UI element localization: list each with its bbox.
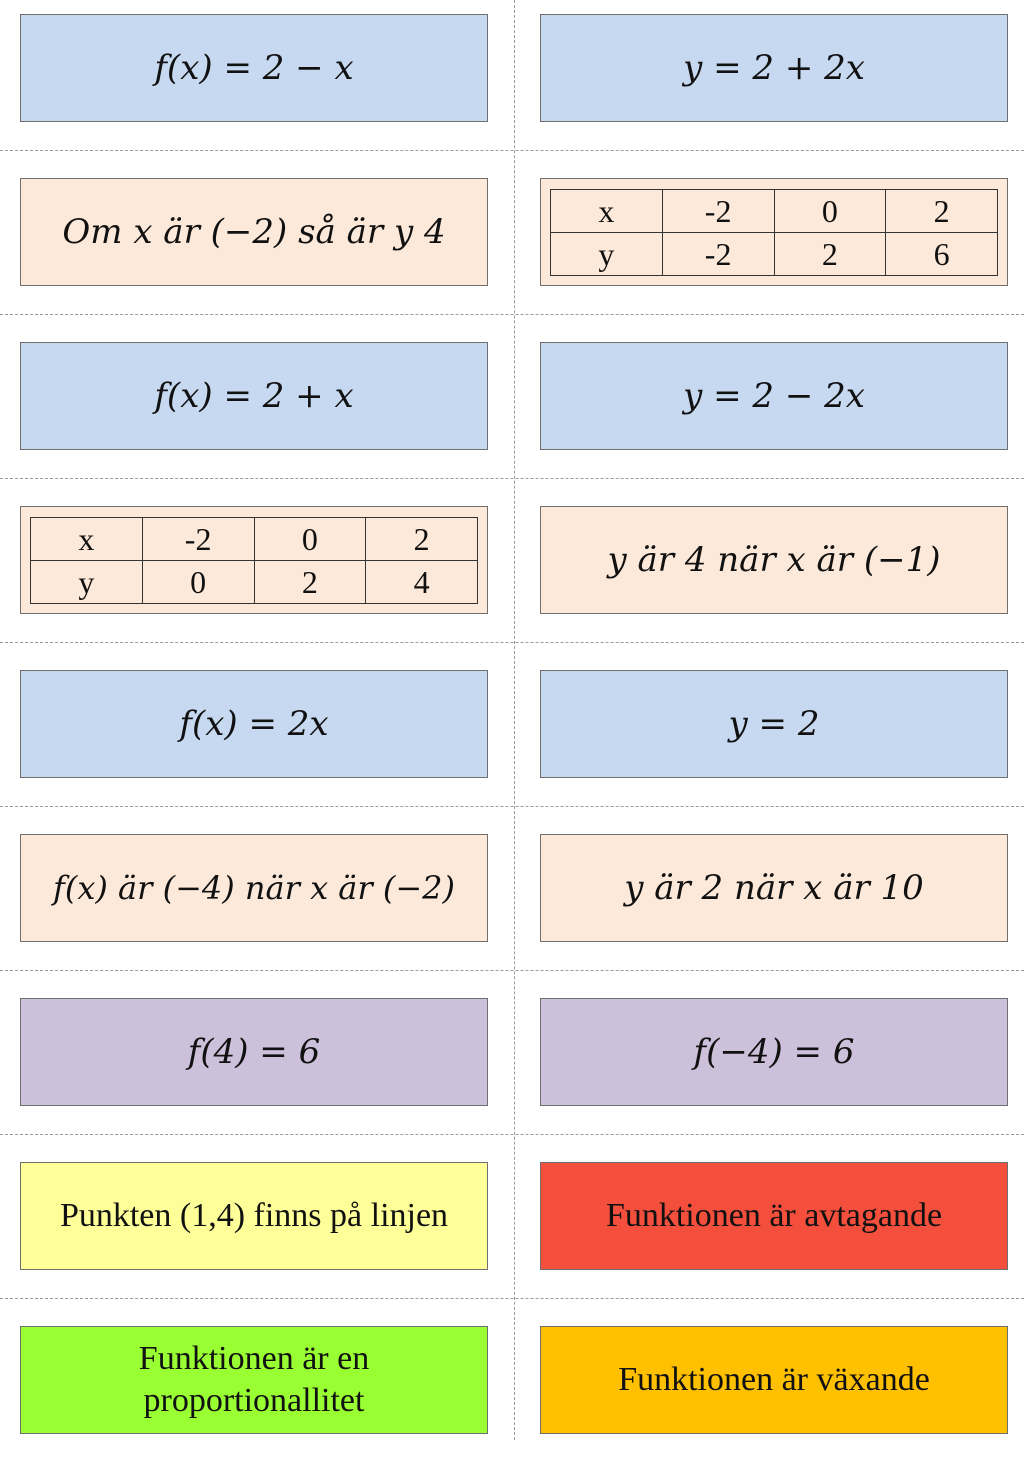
card-text: f(x) = 2 − x bbox=[154, 47, 354, 88]
table-cell: -2 bbox=[662, 232, 774, 275]
table-cell: -2 bbox=[662, 189, 774, 232]
table-cell: 0 bbox=[254, 517, 366, 560]
table-row bbox=[551, 189, 998, 232]
table-cell: 2 bbox=[774, 232, 886, 275]
table-cell: 6 bbox=[886, 232, 998, 275]
card-text: y är 2 när x är 10 bbox=[624, 867, 924, 908]
horizontal-cut-line bbox=[0, 150, 1024, 151]
horizontal-cut-line bbox=[0, 806, 1024, 807]
card-text: Funktionen är växande bbox=[618, 1360, 930, 1398]
card-text: y är 4 när x är (−1) bbox=[607, 539, 941, 580]
table-row bbox=[31, 560, 478, 603]
table-cell: 0 bbox=[774, 189, 886, 232]
card-value-table-2 bbox=[20, 506, 488, 614]
horizontal-cut-line bbox=[0, 642, 1024, 643]
card-text: y = 2 − 2x bbox=[683, 375, 865, 416]
card-formula-f-2-minus-x bbox=[20, 14, 488, 122]
card-formula-f-2x bbox=[20, 670, 488, 778]
table-cell: y bbox=[31, 560, 143, 603]
card-function-value-f4 bbox=[20, 998, 488, 1106]
card-formula-y-2-plus-2x bbox=[540, 14, 1008, 122]
card-value-table-1 bbox=[540, 178, 1008, 286]
table-cell: x bbox=[551, 189, 663, 232]
horizontal-cut-line bbox=[0, 970, 1024, 971]
card-statement-y4-x-minus1 bbox=[540, 506, 1008, 614]
table-cell: 0 bbox=[142, 560, 254, 603]
card-statement-y2-x10 bbox=[540, 834, 1008, 942]
horizontal-cut-line bbox=[0, 1298, 1024, 1299]
table-cell: 4 bbox=[366, 560, 478, 603]
table-cell: x bbox=[31, 517, 143, 560]
card-proportionality bbox=[20, 1326, 488, 1434]
card-point-on-line bbox=[20, 1162, 488, 1270]
card-formula-f-2-plus-x bbox=[20, 342, 488, 450]
table-row bbox=[31, 517, 478, 560]
table-cell: y bbox=[551, 232, 663, 275]
card-text: f(x) = 2 + x bbox=[154, 375, 354, 416]
horizontal-cut-line bbox=[0, 314, 1024, 315]
card-text: Punkten (1,4) finns på linjen bbox=[59, 1196, 449, 1234]
card-text: f(−4) = 6 bbox=[693, 1031, 855, 1072]
horizontal-cut-line bbox=[0, 478, 1024, 479]
table-cell: 2 bbox=[886, 189, 998, 232]
card-text: f(x) är (−4) när x är (−2) bbox=[53, 868, 455, 907]
value-table bbox=[30, 517, 478, 604]
card-text: f(4) = 6 bbox=[187, 1031, 321, 1072]
card-formula-y-2-minus-2x bbox=[540, 342, 1008, 450]
card-text: f(x) = 2x bbox=[179, 703, 329, 744]
card-function-value-f-minus4 bbox=[540, 998, 1008, 1106]
table-cell: 2 bbox=[366, 517, 478, 560]
card-statement-x-minus2-y4 bbox=[20, 178, 488, 286]
card-formula-y-2 bbox=[540, 670, 1008, 778]
card-text-line: proportionallitet bbox=[143, 1382, 365, 1419]
table-row bbox=[551, 232, 998, 275]
vertical-cut-line bbox=[514, 0, 515, 1440]
card-decreasing bbox=[540, 1162, 1008, 1270]
table-cell: 2 bbox=[254, 560, 366, 603]
card-statement-f-minus4-x-minus2 bbox=[20, 834, 488, 942]
value-table bbox=[550, 189, 998, 276]
card-text-block bbox=[139, 1338, 369, 1423]
card-text: y = 2 bbox=[728, 703, 820, 744]
horizontal-cut-line bbox=[0, 1134, 1024, 1135]
card-text-line: Funktionen är en bbox=[138, 1339, 370, 1377]
table-cell: -2 bbox=[142, 517, 254, 560]
card-increasing bbox=[540, 1326, 1008, 1434]
card-text: y = 2 + 2x bbox=[683, 47, 865, 88]
card-text: Om x är (−2) så är y 4 bbox=[62, 211, 446, 252]
card-text: Funktionen är avtagande bbox=[605, 1196, 943, 1234]
